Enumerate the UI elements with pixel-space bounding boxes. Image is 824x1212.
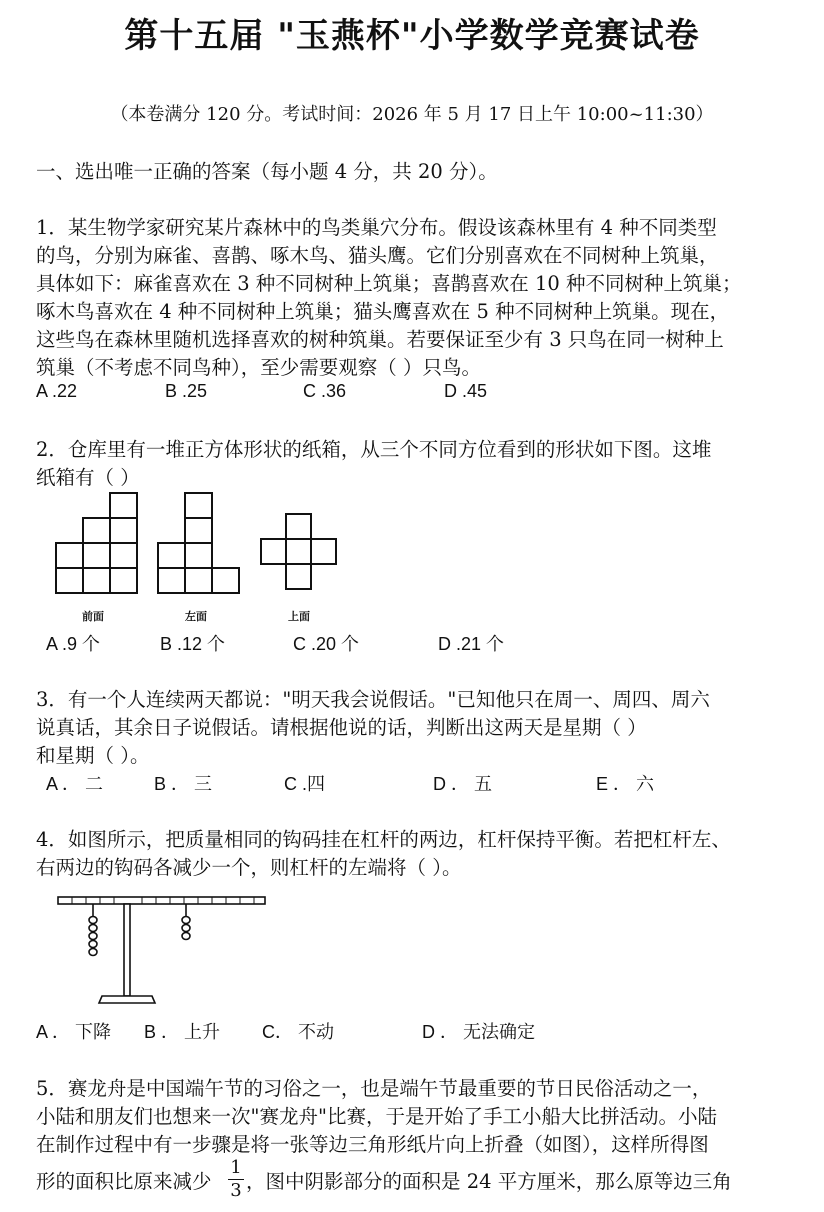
q4-option-d[interactable]: D ． 无法确定 — [422, 1022, 536, 1042]
top-view-label: 上面 — [288, 610, 310, 623]
q2-line: 纸箱有（ ） — [36, 466, 140, 489]
q5-line: 5．赛龙舟是中国端午节的习俗之一，也是端午节最重要的节日民俗活动之一， — [36, 1077, 712, 1100]
section-heading: 一、选出唯一正确的答案（每小题 4 分，共 20 分）。 — [36, 160, 498, 183]
q4-option-a[interactable]: A ． 下降 — [36, 1022, 112, 1042]
q2-line: 2．仓库里有一堆正方体形状的纸箱，从三个不同方位看到的形状如下图。这堆 — [36, 438, 712, 461]
q3-option-b[interactable]: B ． 三 — [154, 774, 213, 794]
q2-option-a[interactable]: A .9 个 — [46, 634, 101, 654]
q1-line: 筑巢（不考虑不同鸟种），至少需要观察（ ）只鸟。 — [36, 356, 481, 379]
q3-line: 说真话，其余日子说假话。请根据他说的话，判断出这两天是星期（ ） — [36, 716, 647, 739]
q5-line: 在制作过程中有一步骤是将一张等边三角形纸片向上折叠（如图），这样所得图 — [36, 1133, 709, 1156]
left-view-label: 左面 — [185, 610, 207, 623]
q3-line: 3．有一个人连续两天都说："明天我会说假话。"已知他只在周一、周四、周六 — [36, 688, 710, 711]
exam-title: 第十五届 "玉燕杯"小学数学竞赛试卷 — [124, 16, 700, 56]
q2-option-b[interactable]: B .12 个 — [160, 634, 226, 654]
q5-line: 形的面积比原来减少 — [36, 1170, 212, 1193]
front-view-label: 前面 — [82, 610, 104, 623]
q3-option-a[interactable]: A ． 二 — [46, 774, 104, 794]
q3-option-e[interactable]: E ． 六 — [596, 774, 655, 794]
q5-line: ，图中阴影部分的面积是 24 平方厘米，那么原等边三角 — [246, 1170, 732, 1193]
q1-line: 的鸟，分别为麻雀、喜鹊、啄木鸟、猫头鹰。它们分别喜欢在不同树种上筑巢， — [36, 244, 719, 267]
q1-option-d[interactable]: D .45 — [444, 381, 488, 401]
q4-line: 右两边的钩码各减少一个，则杠杆的左端将（ ）。 — [36, 856, 462, 879]
fraction-one-third — [228, 1158, 244, 1201]
fraction-denominator: 3 — [230, 1180, 242, 1201]
q1-line: 1．某生物学家研究某片森林中的鸟类巢穴分布。假设该森林里有 4 种不同类型 — [36, 216, 717, 239]
q4-option-b[interactable]: B ． 上升 — [144, 1022, 221, 1042]
q5-line: 小陆和朋友们也想来一次"赛龙舟"比赛，于是开始了手工小船大比拼活动。小陆 — [36, 1105, 717, 1128]
q1-option-a[interactable]: A .22 — [36, 381, 78, 401]
q3-option-c[interactable]: C .四 — [284, 774, 326, 794]
q1-option-b[interactable]: B .25 — [165, 381, 208, 401]
q1-line: 这些鸟在森林里随机选择喜欢的树种筑巢。若要保证至少有 3 只鸟在同一树种上 — [36, 328, 724, 351]
q3-line: 和星期（ ）。 — [36, 744, 150, 767]
fraction-numerator: 1 — [230, 1157, 242, 1178]
q2-option-d[interactable]: D .21 个 — [438, 634, 505, 654]
q1-line: 啄木鸟喜欢在 4 种不同树种上筑巢；猫头鹰喜欢在 5 种不同树种上筑巢。现在， — [36, 300, 730, 323]
q1-line: 具体如下：麻雀喜欢在 3 种不同树种上筑巢；喜鹊喜欢在 10 种不同树种上筑巢； — [36, 272, 742, 295]
exam-note: （本卷满分 120 分。考试时间：2026 年 5 月 17 日上午 10:00~11:30） — [110, 104, 714, 125]
q2-option-c[interactable]: C .20 个 — [293, 634, 360, 654]
q3-option-d[interactable]: D ． 五 — [433, 774, 493, 794]
q4-line: 4．如图所示，把质量相同的钩码挂在杠杆的两边，杠杆保持平衡。若把杠杆左、 — [36, 828, 731, 851]
q4-option-c[interactable]: C． 不动 — [262, 1022, 334, 1042]
q1-option-c[interactable]: C .36 — [303, 381, 347, 401]
